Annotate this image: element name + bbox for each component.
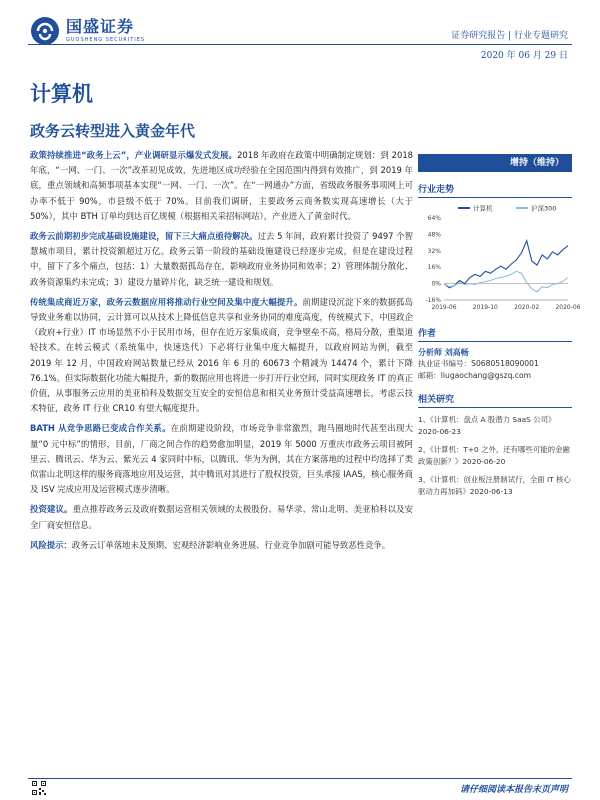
related-report[interactable]: 3、《计算机：创业板注册制试行，全面 IT 核心驱动力再加码》2020-06-13 <box>418 475 571 496</box>
paragraph-pain-points <box>30 229 413 290</box>
footer-disclaimer: 请仔细阅读本报告末页声明 <box>459 785 568 795</box>
analyst-license: 执业证书编号：S0680518090001 <box>418 359 539 368</box>
y-tick-label: 0% <box>431 280 441 288</box>
report-date: 2020 年 06 月 29 日 <box>480 51 568 61</box>
series-line <box>444 271 568 292</box>
report-title: 政务云转型进入黄金年代 <box>30 122 196 140</box>
paragraph-risk <box>30 538 413 553</box>
y-tick-label: 32% <box>427 247 441 255</box>
sidebar <box>418 154 581 498</box>
related-report[interactable]: 2、《计算机：T+0 之外，还有哪些可能的金融政策创新？》2020-06-20 <box>418 445 570 466</box>
paragraph-lead: BATH 从竞争思路已变成合作关系。 <box>30 423 171 434</box>
y-tick-label: 64% <box>427 215 441 222</box>
rating-badge: 增持（维持） <box>418 154 572 172</box>
paragraph-investment <box>30 502 413 532</box>
trend-section-title: 行业走势 <box>418 182 572 198</box>
logo-english-name: GUOSHENG SECURITIES <box>66 37 146 43</box>
series-line <box>444 241 568 288</box>
paragraph-body: 前期建设沉淀下来的数据孤岛导致业务难以协同，云计算可以从技术上降低信息共享和业务协同的难度高度，传统模式下，中国政企（政府+行业）IT 市场显然不小于民用市场，但存在近万家集成商，竞争壁垒不高，格局分散，重渠道轻技术。在转云模式（系统集中，快速迭代）下必将行业集中度大幅提升，以政府网站为例，截至 2019 年 12 月，中国政府网站数量已经从 2016 年 6 月的 60673 个精减为 14474 个，累计下降 76.1%。但实际数据化功能大幅提升，新的数据应用也将进一步打开行业空间，同时实现政务 IT 的真正价值，从事服务云应用的美亚柏科及数据交互安全的安恒信息和相关业务预计受益高速增长，考虑云技术特征，政务 IT 行业 CR10 有望大幅度提升。 <box>30 296 413 414</box>
report-summary <box>30 148 413 558</box>
logo-icon <box>30 16 60 46</box>
industry-name: 计算机 <box>30 82 93 106</box>
related-section-title: 相关研究 <box>418 392 572 408</box>
y-tick-label: -16% <box>425 297 441 304</box>
paragraph-body: 重点推荐政务云及政府数据运营相关领域的太极股份、易华录、常山北明、美亚柏科以及安全厂商安恒信息。 <box>30 504 414 530</box>
paragraph-lead: 风险提示： <box>30 539 72 550</box>
trend-chart <box>418 202 581 316</box>
paragraph-bath <box>30 421 413 497</box>
header-divider <box>28 44 572 45</box>
analyst-email[interactable]: 邮箱：liugaochang@gszq.com <box>418 371 532 380</box>
y-tick-label: 16% <box>427 264 441 272</box>
footer-divider <box>28 778 572 779</box>
analyst-section-title: 作者 <box>418 326 572 342</box>
paragraph-body: 过去 5 年间，政府累计投资了 9497 个智慧城市项目，累计投资额超过万亿。政务云第一阶段的基础设施建设已经逐步完成，但是在建设过程中，留下了多个痛点，包括：1）大量数据孤岛存在，影响政府业务协同和效率；2）管理体制分散化、政务资源集约未完成；3）建设力量碎片化，缺乏统一建设和规划。 <box>30 231 414 287</box>
paragraph-policy <box>30 148 413 224</box>
report-type: 证券研究报告 | 行业专题研究 <box>451 31 568 41</box>
legend-label: 沪深300 <box>531 204 557 213</box>
paragraph-lead: 传统集成商近万家，政务云数据应用将推动行业空间及集中度大幅提升。 <box>30 296 303 307</box>
paragraph-lead: 投资建议。 <box>30 504 73 515</box>
qr-code-icon <box>32 781 46 795</box>
paragraph-body: 2018 年政府在政策中明确制定规划：到 2018 年底，“一网、一门、一次”改革初见成效，先进地区成功经验在全国范围内得到有效推广，到 2019 年底，重点领域和高频事项基本实现“一网、一门、一次”。在“一网通办”方面，省级政务服务事项网上可办率不低于 90%，市县级不低于 70%。目前我们调研，主要政务云商务数实现高速增长（大于 50%），其中 BTH 订单均到达百亿规模（根据相关采招标网站），产业进入了黄金时代。 <box>30 150 413 221</box>
x-tick-label: 2020-02 <box>514 304 540 311</box>
company-logo <box>30 16 145 46</box>
x-tick-label: 2019-06 <box>431 304 457 311</box>
trend-chart-svg <box>418 202 581 314</box>
paragraph-integrators <box>30 295 413 417</box>
y-tick-label: 48% <box>427 231 441 239</box>
paragraph-body: 政务云订单落地未及预期、宏观经济影响业务进展、行业竞争加剧可能导致恶性竞争。 <box>71 539 391 550</box>
related-report[interactable]: 1、《计算机：盘点 A 股潜力 SaaS 公司》2020-06-23 <box>418 415 556 436</box>
paragraph-body: 在前期建设阶段，市场竞争非常激烈，跑马圈地时代甚至出现大量“0 元中标”的情形，目前，厂商之间合作的趋势愈加明显，2019 年 5000 万重庆市政务云项目被阿里云、腾讯云、华为云、紫光云 4 家同时中标，以腾讯、华为为例，其在方案落地的过程中均选择了类似雷山北明这样的服务商落地应用及运营，其中腾讯对其进行了股权投资，巨头承接 IAAS，核心服务商及 ISV 完成应用及运营模式逐步清晰。 <box>30 423 413 495</box>
paragraph-lead: 政策持续推进“政务上云”，产业调研显示爆发式发展。 <box>30 150 238 160</box>
logo-name: 国盛证券 <box>66 17 135 36</box>
paragraph-lead: 政务云前期初步完成基础设施建设，留下三大痛点亟待解决。 <box>30 231 258 242</box>
x-tick-label: 2020-06 <box>555 304 581 311</box>
analyst-name: 分析师 刘高畅 <box>418 348 469 357</box>
x-tick-label: 2019-10 <box>472 304 498 311</box>
legend-label: 计算机 <box>473 204 493 213</box>
